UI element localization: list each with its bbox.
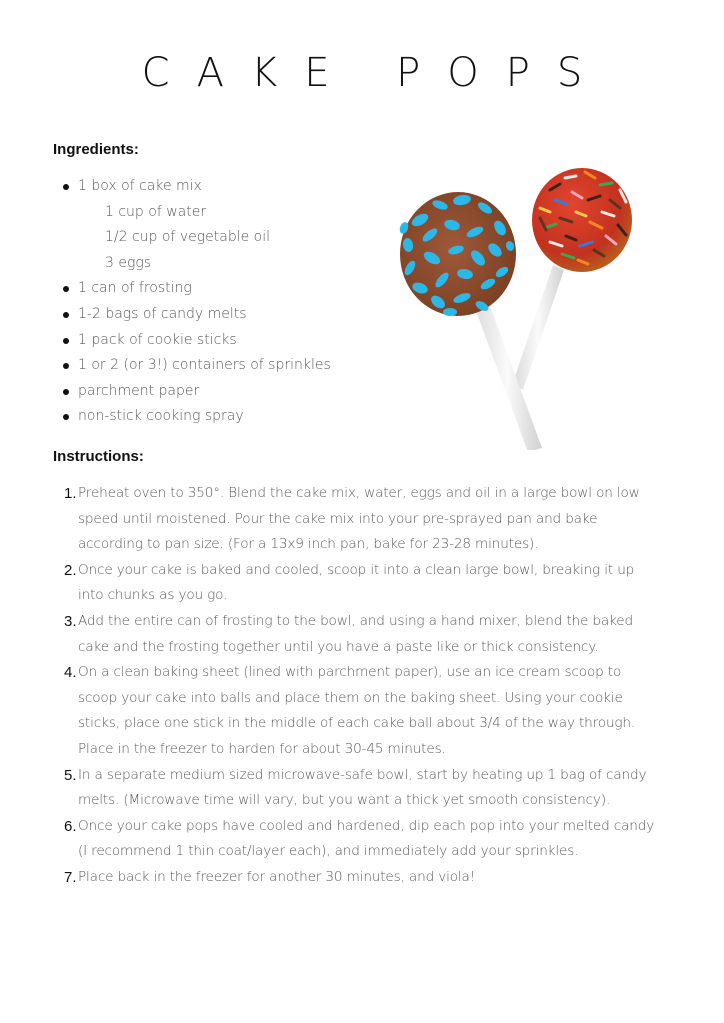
bullet-icon <box>63 184 69 190</box>
stick-front <box>472 295 542 450</box>
ingredient-item: 1-2 bags of candy melts <box>60 302 331 328</box>
ingredient-subitem: 1 cup of water <box>105 203 207 220</box>
instruction-step <box>63 763 663 814</box>
step-text: In a separate medium sized microwave-safe bowl, start by heating up 1 bag of candy melts. (Microwave time will vary, but you want a thick yet smooth consistency). <box>78 766 647 809</box>
step-number: 1. <box>64 485 77 502</box>
ingredients-list <box>60 174 331 430</box>
instruction-step <box>63 865 663 891</box>
step-text: Place back in the freezer for another 30 minutes, and viola! <box>78 868 476 885</box>
bullet-icon <box>63 338 69 344</box>
step-text: Add the entire can of frosting to the bowl, and using a hand mixer, blend the baked cake and the frosting together until you have a paste like or thick consistency. <box>78 612 633 655</box>
instruction-step <box>63 481 663 558</box>
ingredient-subitem: 1/2 cup of vegetable oil <box>105 229 270 246</box>
step-text: On a clean baking sheet (lined with parchment paper), use an ice cream scoop to scoop your cake into balls and place them on the baking sheet. Using your cookie sticks, place one stick in the middle of each cake ball about 3/4 of the way through. Place in the freezer to harden for about 30-45 minutes. <box>78 664 636 757</box>
blue-cake-pop <box>398 192 516 316</box>
ingredient-item: 1 or 2 (or 3!) containers of sprinkles <box>60 353 331 379</box>
step-number: 7. <box>64 868 77 886</box>
step-number: 2. <box>64 561 77 579</box>
instruction-step <box>63 558 663 609</box>
bullet-icon <box>63 286 69 292</box>
stick-back <box>512 265 564 390</box>
step-number: 5. <box>64 766 77 784</box>
red-cake-pop <box>532 168 632 272</box>
ingredient-item: parchment paper <box>60 379 331 405</box>
step-number: 3. <box>64 612 77 630</box>
ingredient-subitem: 3 eggs <box>105 254 152 271</box>
instructions-list <box>63 481 663 891</box>
step-number: 4. <box>64 664 77 682</box>
instruction-step <box>63 814 663 865</box>
instructions-heading: Instructions: <box>53 448 144 465</box>
cake-pops-photo <box>390 150 650 450</box>
bullet-icon <box>63 363 69 369</box>
ingredient-item: non-stick cooking spray <box>60 404 331 430</box>
step-number: 6. <box>64 817 77 835</box>
page-title: CAKE POPS <box>141 50 610 96</box>
ingredient-item: 1 can of frosting <box>60 276 331 302</box>
ingredient-item: 1 pack of cookie sticks <box>60 328 331 354</box>
step-text: Once your cake pops have cooled and hardened, dip each pop into your melted candy (I recommend 1 thin coat/layer each), and immediately add your sprinkles. <box>78 817 655 860</box>
step-text: Preheat oven to 350°. Blend the cake mix, water, eggs and oil in a large bowl on low speed until moistened. Pour the cake mix into your pre-sprayed pan and bake according to pan size. (For a 13x9 inch pan, bake for 23-28 minutes). <box>78 485 640 553</box>
bullet-icon <box>63 312 69 318</box>
bullet-icon <box>63 389 69 395</box>
ingredients-heading: Ingredients: <box>53 141 139 158</box>
bullet-icon <box>63 414 69 420</box>
step-text: Once your cake is baked and cooled, scoop it into a clean large bowl, breaking it up into chunks as you go. <box>78 561 635 604</box>
instruction-step <box>63 660 663 762</box>
instruction-step <box>63 609 663 660</box>
ingredient-item: 1 box of cake mix <box>60 174 331 200</box>
